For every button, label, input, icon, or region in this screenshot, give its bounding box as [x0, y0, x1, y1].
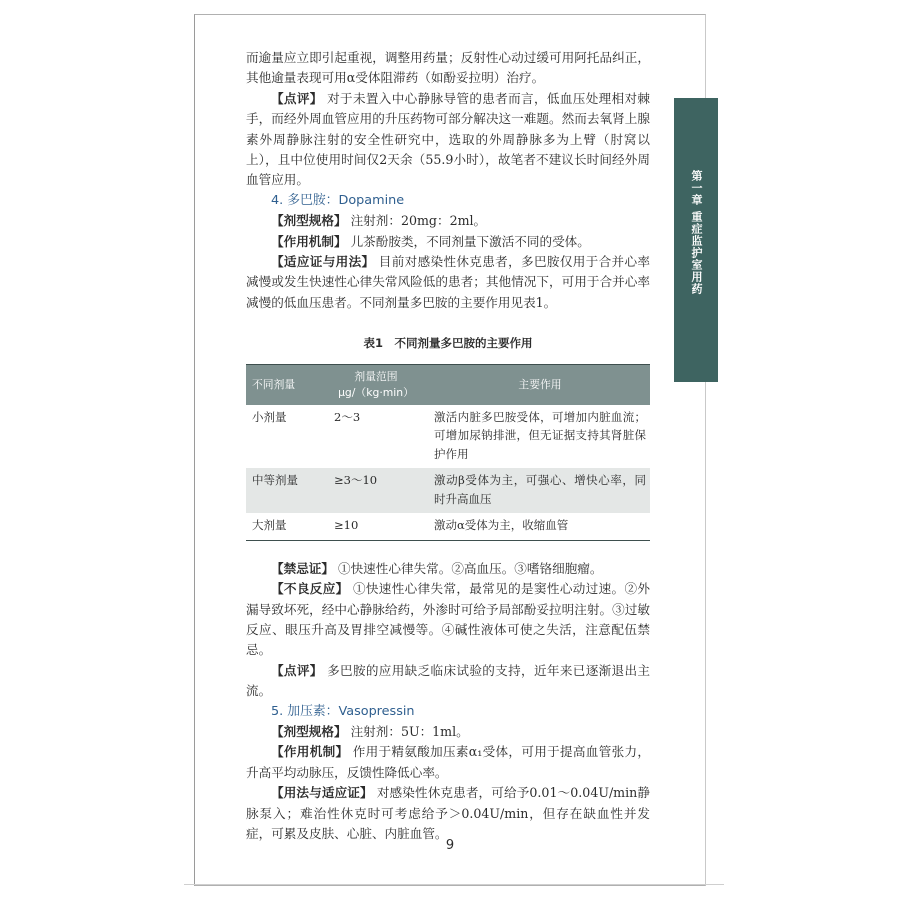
mechanism-text: 作用于精氨酸加压素α₁受体，可用于提高血管张力，升高平均动脉压，反馈性降低心率。: [246, 744, 650, 780]
dosage-form-label: 【剂型规格】: [271, 213, 347, 229]
mechanism-label: 【作用机制】: [271, 744, 349, 760]
paragraph-contraindications: [246, 559, 650, 579]
table-row: [246, 468, 650, 513]
header-range-unit: μg/（kg·min）: [338, 385, 414, 399]
indications-text: 目前对感染性休克患者，多巴胺仅用于合并心率减慢或发生快速性心律失常风险低的患者；其他情况下，可用于合并心率减慢的低血压患者。不同剂量多巴胺的主要作用见表1。: [246, 254, 651, 310]
dopamine-dose-table: [246, 364, 650, 541]
comment-text: 对于未置入中心静脉导管的患者而言，低血压处理相对棘手，而经外周血管应用的升压药物可部分解决这一难题。然而去氧肾上腺素外周静脉注射的安全性研究中，选取的外周静脉多为上臂（肘窝以上），且中位使用时间仅2天余（55.9小时），故笔者不建议长时间经外周血管应用。: [246, 90, 651, 188]
indications-label: 【适应证与用法】: [271, 254, 375, 270]
contraindications-label: 【禁忌证】: [271, 560, 334, 576]
paragraph-adverse-reactions: [246, 579, 650, 661]
contraindications-text: ①快速性心律失常。②高血压。③嗜铬细胞瘤。: [337, 560, 603, 576]
post-table-section: [246, 559, 650, 845]
paragraph-vaso-mechanism: [246, 742, 650, 783]
cell-range: 2～3: [334, 409, 361, 424]
cell-effect: 激动α受体为主，收缩血管: [430, 513, 650, 540]
adverse-label: 【不良反应】: [271, 581, 349, 597]
table-row: [246, 513, 650, 540]
table-header-row: [246, 364, 650, 405]
paragraph-indications: [246, 252, 650, 313]
dosage-form-text: 注射剂：5U：1ml。: [350, 723, 469, 739]
comment-text: 多巴胺的应用缺乏临床试验的支持，近年来已逐渐退出主流。: [246, 662, 651, 699]
mechanism-text: 儿茶酚胺类，不同剂量下激活不同的受体。: [350, 233, 590, 249]
dosage-form-label: 【剂型规格】: [271, 723, 347, 739]
paragraph-vaso-usage: [246, 783, 650, 844]
cell-effect: 激动β受体为主，可强心、增快心率，同时升高血压: [430, 468, 650, 513]
comment-label: 【点评】: [271, 662, 323, 678]
cell-dose: 大剂量: [246, 513, 322, 540]
section-heading-vasopressin: 5. 加压素：Vasopressin: [271, 703, 415, 719]
mechanism-label: 【作用机制】: [271, 233, 347, 249]
paragraph-dosage-form: [246, 211, 650, 231]
cell-dose: 小剂量: [252, 409, 287, 424]
chapter-tab-label: 第一章 重症监护室用药: [690, 170, 703, 295]
page-body: [246, 48, 650, 844]
paragraph-mechanism: [246, 232, 650, 252]
adverse-text: ①快速性心律失常，最常见的是窦性心动过速。②外漏导致坏死，经中心静脉给药，外渗时可给予局部酚妥拉明注射。③过敏反应、眼压升高及胃排空减慢等。④碱性液体可使之失活，注意配伍禁忌。: [246, 581, 651, 658]
dosage-form-text: 注射剂：20mg：2ml。: [350, 213, 487, 229]
usage-text: 对感染性休克患者，可给予0.01～0.04U/min静脉泵入；难治性休克时可考虑给予＞0.04U/min，但存在缺血性并发症，可累及皮肤、心脏、内脏血管。: [246, 785, 650, 841]
header-effect: 主要作用: [430, 364, 650, 405]
header-range-label: 剂量范围: [354, 369, 398, 383]
page-bottom-edge: [184, 884, 724, 885]
paragraph-vaso-dosage-form: [246, 722, 650, 742]
table-title: 表1 不同剂量多巴胺的主要作用: [363, 336, 533, 351]
usage-label: 【用法与适应证】: [271, 785, 373, 801]
comment-label: 【点评】: [271, 90, 323, 106]
header-dose: 不同剂量: [246, 364, 322, 405]
cell-effect: 激活内脏多巴胺受体，可增加内脏血流；可增加尿钠排泄，但无证据支持其肾脏保护作用: [434, 409, 646, 461]
table-row: [246, 405, 650, 469]
cell-dose: 中等剂量: [246, 468, 322, 513]
chapter-tab: [674, 98, 718, 382]
cell-range: ≥3～10: [322, 468, 430, 513]
paragraph-comment-dopamine: [246, 661, 650, 702]
paragraph-comment-phenylephrine: [246, 89, 650, 191]
paragraph-overdose: 而逾量应立即引起重视，调整用药量；反射性心动过缓可用阿托品纠正，其他逾量表现可用α受体阻滞药（如酚妥拉明）治疗。: [246, 50, 650, 86]
cell-range: ≥10: [322, 513, 430, 540]
section-heading-dopamine: 4. 多巴胺：Dopamine: [271, 192, 405, 208]
page-number: 9: [445, 838, 455, 853]
header-range: [322, 364, 430, 405]
